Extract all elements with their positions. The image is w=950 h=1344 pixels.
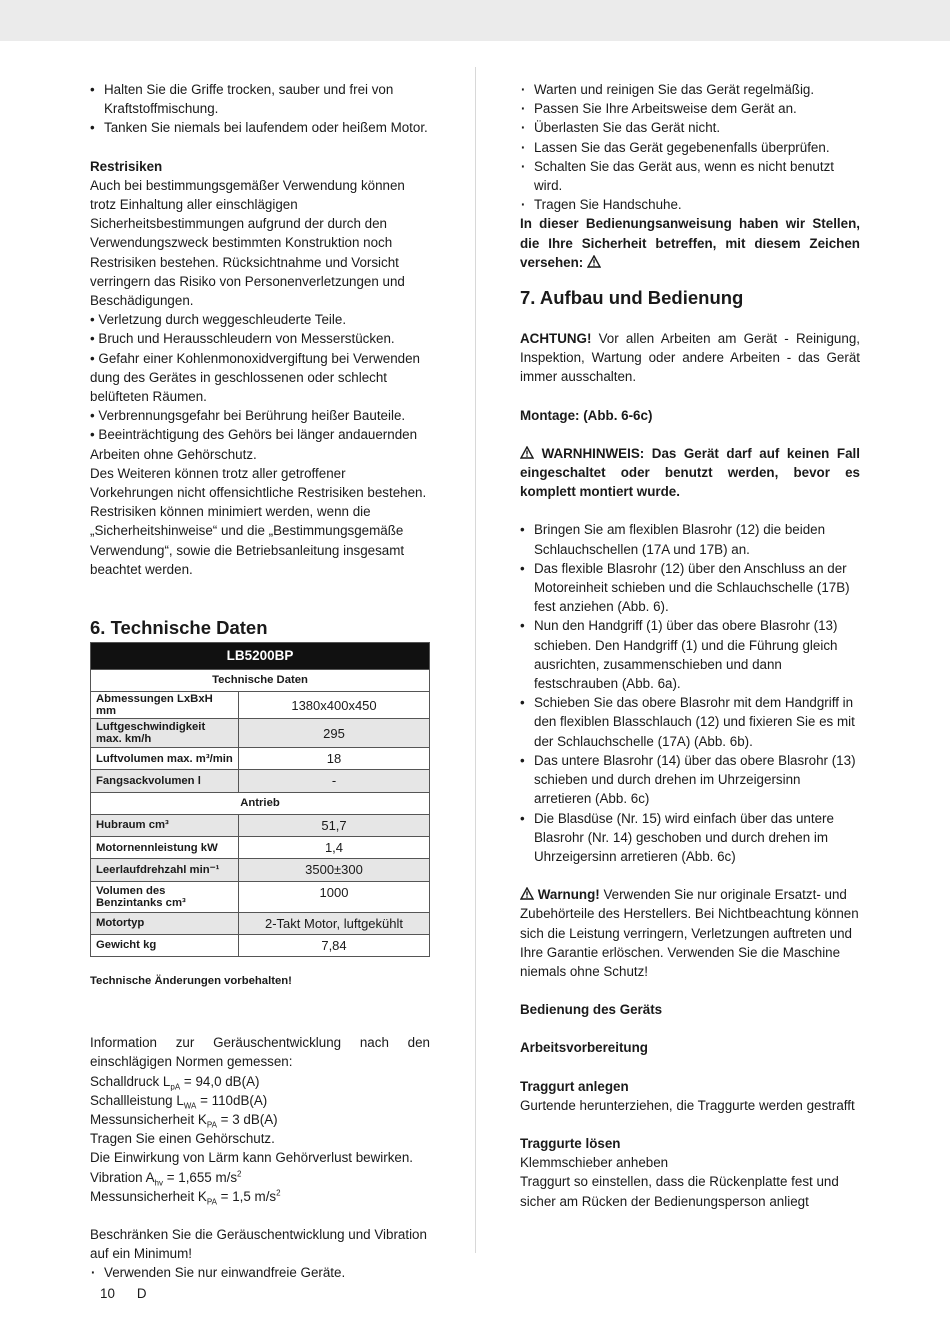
list-item: · Überlasten Sie das Gerät nicht. bbox=[520, 118, 860, 137]
warning-triangle-icon bbox=[587, 255, 601, 268]
vibration-value: Vibration $A_{hv} = 1,655$ $m/s^2$ bbox=[90, 1169, 242, 1188]
table-row: Volumen des Benzintanks cm³ 1000 bbox=[91, 881, 430, 912]
arbeitsvorbereitung-heading: Arbeitsvorbereitung bbox=[520, 1040, 648, 1056]
handling-bullets bbox=[90, 80, 430, 138]
table-row: Motornennleistung kW 1,4 bbox=[91, 837, 430, 859]
tech-note: Technische Änderungen vorbehalten! bbox=[90, 974, 292, 987]
hearing-protection-note: Tragen Sie einen Gehörschutz. bbox=[90, 1131, 275, 1147]
table-row: Luftgeschwindigkeit max. km/h 295 bbox=[91, 719, 430, 748]
table-row: Hubraum cm³ 51,7 bbox=[91, 814, 430, 836]
restrisiken-paragraph: Auch bei bestimmungsgemäßer Verwendung können trotz Einhaltung aller einschlägigen Sicherheitsbestimmungen aufgrund der durch den Verwendungszweck bestimmten Konstruktion noch Restrisiken bestehen. Rücksichtnahme und Vorsicht verringern das Risiko von Personenverletzungen und Beschädigungen. bbox=[90, 177, 405, 309]
right-column bbox=[520, 80, 860, 1211]
vibration-uncertainty: Messunsicherheit $K_{PA} = 1,5$ $m/s^2$ bbox=[90, 1188, 281, 1207]
list-item: · Warten und reinigen Sie das Gerät regelmäßig. bbox=[520, 80, 860, 99]
page-number: 10 bbox=[100, 1286, 115, 1301]
left-column bbox=[90, 80, 430, 1283]
page-footer bbox=[100, 1286, 169, 1301]
warnung-paragraph: Warnung! Verwenden Sie nur originale Ersatzt- und Zubehörteile des Herstellers. Bei Nichtbeachtung können sich die Leistung verringern, Verletzungen auftreten und Ihre Garantie erlöschen. Verwenden Sie die Maschine niemals ohne Schutz! bbox=[520, 887, 859, 979]
list-item: · Schalten Sie das Gerät aus, wenn es nicht benutzt wird. bbox=[520, 157, 860, 195]
bedienung-heading: Bedienung des Geräts bbox=[520, 1002, 663, 1018]
traggurte-loesen-text: Traggurt so einstellen, dass die Rückenplatte fest und sicher am Rücken der Bedienungsperson anliegt bbox=[520, 1174, 839, 1209]
language-code: D bbox=[136, 1286, 147, 1301]
restrisiken-closing: Des Weiteren können trotz aller getroffener Vorkehrungen nicht offensichtliche Restrisiken bestehen. Restrisiken können minimiert werden, wenn die „Sicherheitshinweise“ und die „Bestimmungsgemäße Verwendung“, sowie die Betriebsanleitung insgesamt beachtet werden. bbox=[90, 465, 427, 577]
noise-intro: Information zur Geräuschentwicklung nach den einschlägigen Normen gemessen: bbox=[90, 1035, 430, 1070]
tech-data-table bbox=[90, 642, 430, 957]
model-header: LB5200BP bbox=[91, 643, 430, 670]
tech-data-heading: 6. Technische Daten bbox=[90, 617, 268, 639]
hearing-loss-note: Die Einwirkung von Lärm kann Gehörverlust bewirken. bbox=[90, 1150, 414, 1166]
traggurte-loesen-text: Klemmschieber anheben bbox=[520, 1155, 669, 1171]
table-section-header: Technische Daten bbox=[91, 670, 430, 692]
table-row: Motortyp 2-Takt Motor, luftgekühlt bbox=[91, 912, 430, 934]
list-item: · Tragen Sie Handschuhe. bbox=[520, 195, 860, 214]
risk-item: • Verbrennungsgefahr bei Berührung heißer Bauteile. bbox=[90, 408, 406, 424]
list-item: • Nun den Handgriff (1) über das obere Blasrohr (13) schieben. Den Handgriff (1) und die Führung gleich ausrichten, zusammenschieben und dann festschrauben (Abb. 6a). bbox=[520, 616, 860, 693]
list-item: • Halten Sie die Griffe trocken, sauber und frei von Kraftstoffmischung. bbox=[90, 80, 430, 118]
list-item: • Die Blasdüse (Nr. 15) wird einfach über das untere Blasrohr (Nr. 14) geschoben und durch drehen im Uhrzeigersinn arretieren (Abb. 6c) bbox=[520, 809, 860, 867]
list-item: • Bringen Sie am flexiblen Blasrohr (12) die beiden Schlauchschellen (17A und 17B) an. bbox=[520, 520, 860, 558]
noise-uncertainty: Messunsicherheit $K_{PA} = 3$ dB(A) bbox=[90, 1111, 278, 1130]
achtung-paragraph: ACHTUNG! Vor allen Arbeiten am Gerät - Reinigung, Inspektion, Wartung oder andere Arbeiten - das Gerät immer ausschalten. bbox=[520, 331, 860, 385]
noise-schalldruck: Schalldruck $L_{pA} = 94,0$ dB(A) bbox=[90, 1073, 260, 1092]
table-section-header: Antrieb bbox=[91, 792, 430, 814]
noise-schallleistung: Schallleistung $L_{WA} = 110dB(A)$ bbox=[90, 1092, 268, 1111]
table-row: Gewicht kg 7,84 bbox=[91, 934, 430, 956]
traggurte-loesen-heading: Traggurte lösen bbox=[520, 1135, 621, 1151]
top-bar bbox=[0, 0, 950, 41]
aufbau-heading: 7. Aufbau und Bedienung bbox=[520, 287, 744, 309]
list-item: • Das untere Blasrohr (14) über das obere Blasrohr (13) schieben und durch drehen im Uhrzeigersinn arretieren (Abb. 6c) bbox=[520, 751, 860, 809]
care-bullets bbox=[520, 80, 860, 214]
table-row: Fangsackvolumen l - bbox=[91, 770, 430, 792]
list-item: · Verwenden Sie nur einwandfreie Geräte. bbox=[90, 1263, 430, 1282]
limit-text: Beschränken Sie die Geräuschentwicklung und Vibration auf ein Minimum! bbox=[90, 1226, 427, 1262]
list-item: • Schieben Sie das obere Blasrohr mit dem Handgriff in den flexiblen Blasschlauch (12) und fixieren Sie es mit der Schlauchschelle (17A) (Abb. 6b). bbox=[520, 693, 860, 751]
warnhinweis-paragraph: WARNHINWEIS: Das Gerät darf auf keinen Fall eingeschaltet oder benutzt werden, bevor es komplett montiert wurde. bbox=[520, 445, 860, 500]
list-item: • Das flexible Blasrohr (12) über den Anschluss an der Motoreinheit schieben und die Schlauchschelle (17B) fest anziehen (Abb. 6). bbox=[520, 559, 860, 617]
table-row: Abmessungen LxBxH mm 1380x400x450 bbox=[91, 692, 430, 719]
list-item: · Lassen Sie das Gerät gegebenenfalls überprüfen. bbox=[520, 138, 860, 157]
risk-item: • Beeinträchtigung des Gehörs bei länger andauernden Arbeiten ohne Gehörschutz. bbox=[90, 427, 418, 462]
risk-item: • Gefahr einer Kohlenmonoxidvergiftung bei Verwenden dung des Gerätes in geschlossenen oder schlecht belüfteten Räumen. bbox=[90, 350, 420, 405]
montage-heading: Montage: (Abb. 6-6c) bbox=[520, 407, 653, 423]
safety-sign-note: In dieser Bedienungsanweisung haben wir Stellen, die Ihre Sicherheit betreffen, mit diesem Zeichen versehen: bbox=[520, 216, 860, 270]
risk-item: • Verletzung durch weggeschleuderte Teile. bbox=[90, 312, 347, 328]
restrisiken-heading: Restrisiken bbox=[90, 158, 163, 174]
table-row: Leerlaufdrehzahl min⁻¹ 3500±300 bbox=[91, 859, 430, 881]
list-item: • Tanken Sie niemals bei laufendem oder heißem Motor. bbox=[90, 118, 430, 137]
warning-triangle-icon bbox=[520, 446, 534, 459]
list-item: · Passen Sie Ihre Arbeitsweise dem Gerät an. bbox=[520, 99, 860, 118]
traggurt-anlegen-text: Gurtende herunterziehen, die Traggurte werden gestrafft bbox=[520, 1097, 855, 1113]
traggurt-anlegen-heading: Traggurt anlegen bbox=[520, 1078, 629, 1094]
warning-triangle-icon bbox=[520, 887, 534, 900]
montage-steps bbox=[520, 520, 860, 866]
limit-bullets bbox=[90, 1263, 430, 1282]
column-divider bbox=[475, 67, 476, 1253]
table-row: Luftvolumen max. m³/min 18 bbox=[91, 748, 430, 770]
risk-item: • Bruch und Herausschleudern von Messerstücken. bbox=[90, 331, 395, 347]
